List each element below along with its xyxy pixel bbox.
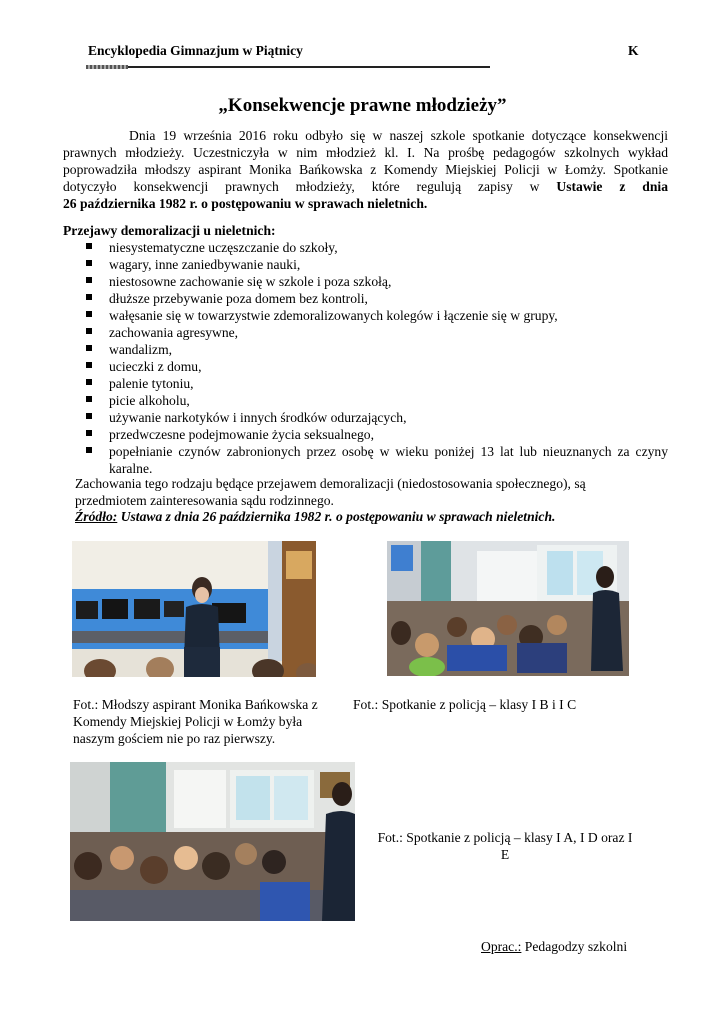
list-item — [85, 409, 668, 426]
intro-line: prawnych młodzieży. Uczestniczyła w nim młodzież kl. I. Na prośbę pedagogów szkolnych wykład — [63, 145, 668, 160]
list-item — [85, 256, 668, 273]
list-item-text: wagary, inne zaniedbywanie nauki, — [109, 257, 301, 272]
list-item — [85, 392, 668, 409]
article-title: „Konsekwencje prawne młodzieży” — [218, 95, 507, 116]
list-item — [85, 239, 668, 256]
list-item — [85, 341, 668, 358]
list-item — [85, 307, 668, 324]
list-item — [85, 426, 668, 443]
intro-bold-inline: Ustawie z dnia — [556, 179, 668, 194]
intro-line: poprowadziła młodszy aspirant Monika Bańkowska z Komendy Miejskiej Policji w Łomży. Spotkanie — [63, 162, 668, 177]
list-item-text: niesystematyczne uczęszczanie do szkoły, — [109, 240, 338, 255]
square-bullet-icon — [86, 396, 92, 402]
intro-line-text: dotyczyło konsekwencji prawnych młodzieży, które regulują zapisy w — [63, 179, 540, 194]
header-title: Encyklopedia Gimnazjum w Piątnicy — [88, 43, 303, 58]
list-item-text: używanie narkotyków i innych środków odurzających, — [109, 410, 407, 425]
demoralization-list — [85, 239, 668, 477]
list-item-text: palenie tytoniu, — [109, 376, 194, 391]
square-bullet-icon — [86, 260, 92, 266]
intro-line — [63, 195, 668, 212]
header-rule-pattern — [86, 65, 128, 69]
square-bullet-icon — [86, 277, 92, 283]
list-item-text: wandalizm, — [109, 342, 173, 357]
credit-label: Oprac.: — [481, 939, 522, 954]
list-item — [85, 290, 668, 307]
photo-officer-image — [72, 541, 316, 677]
list-item-text: dłuższe przebywanie poza domem bez kontroli, — [109, 291, 368, 306]
photo-classes-ib-ic — [387, 541, 629, 676]
square-bullet-icon — [86, 328, 92, 334]
list-item — [85, 443, 668, 477]
header-letter: K — [628, 43, 639, 58]
header-rule-line — [128, 66, 490, 68]
intro-bold-line: 26 października 1982 r. o postępowaniu w sprawach nieletnich. — [63, 196, 428, 211]
photo-classes-ia-id-ie-image — [70, 762, 355, 921]
list-item-text: picie alkoholu, — [109, 393, 190, 408]
list-item — [85, 375, 668, 392]
list-item — [85, 273, 668, 290]
list-item-text: ucieczki z domu, — [109, 359, 202, 374]
source-label: Źródło: — [75, 509, 118, 524]
square-bullet-icon — [86, 430, 92, 436]
header-rule — [86, 65, 490, 69]
list-heading: Przejawy demoralizacji u nieletnich: — [63, 223, 276, 238]
photo-classes-ib-ic-image — [387, 541, 629, 676]
list-item-text: niestosowne zachowanie się w szkole i poza szkołą, — [109, 274, 392, 289]
square-bullet-icon — [86, 362, 92, 368]
photo-classes-ia-id-ie — [70, 762, 355, 921]
list-item-text: popełnianie czynów zabronionych przez osobę w wieku poniżej 13 lat lub nieuznanych za czyny karalne. — [109, 444, 668, 476]
intro-line — [63, 178, 668, 195]
square-bullet-icon — [86, 294, 92, 300]
credit-note — [481, 939, 627, 955]
intro-paragraph — [63, 127, 668, 212]
square-bullet-icon — [86, 311, 92, 317]
source-text: Ustawa z dnia 26 października 1982 r. o postępowaniu w sprawach nieletnich. — [120, 509, 556, 524]
list-item-text: zachowania agresywne, — [109, 325, 239, 340]
photo-classes-ia-id-ie-caption: Fot.: Spotkanie z policją – klasy I A, I D oraz I E — [377, 830, 633, 862]
square-bullet-icon — [86, 243, 92, 249]
intro-line: Dnia 19 września 2016 roku odbyło się w naszej szkole spotkanie dotyczące konsekwencji — [129, 128, 668, 143]
closing-paragraph: Zachowania tego rodzaju będące przejawem demoralizacji (niedostosowania społecznego), są przedmiotem zainteresowania sądu rodzinnego. — [75, 476, 586, 508]
credit-text: Pedagodzy szkolni — [524, 939, 628, 954]
square-bullet-icon — [86, 379, 92, 385]
square-bullet-icon — [86, 413, 92, 419]
square-bullet-icon — [86, 345, 92, 351]
list-item-text: wałęsanie się w towarzystwie zdemoralizowanych kolegów i łączenie się w grupy, — [109, 308, 558, 323]
list-item — [85, 324, 668, 341]
photo-officer-caption: Fot.: Młodszy aspirant Monika Bańkowska z Komendy Miejskiej Policji w Łomży była naszym gościem nie po raz pierwszy. — [73, 697, 318, 746]
list-item — [85, 358, 668, 375]
photo-classes-ib-ic-caption: Fot.: Spotkanie z policją – klasy I B i I C — [353, 697, 577, 712]
square-bullet-icon — [86, 447, 92, 453]
list-item-text: przedwczesne podejmowanie życia seksualnego, — [109, 427, 374, 442]
photo-officer — [72, 541, 316, 677]
source-note — [75, 509, 555, 525]
